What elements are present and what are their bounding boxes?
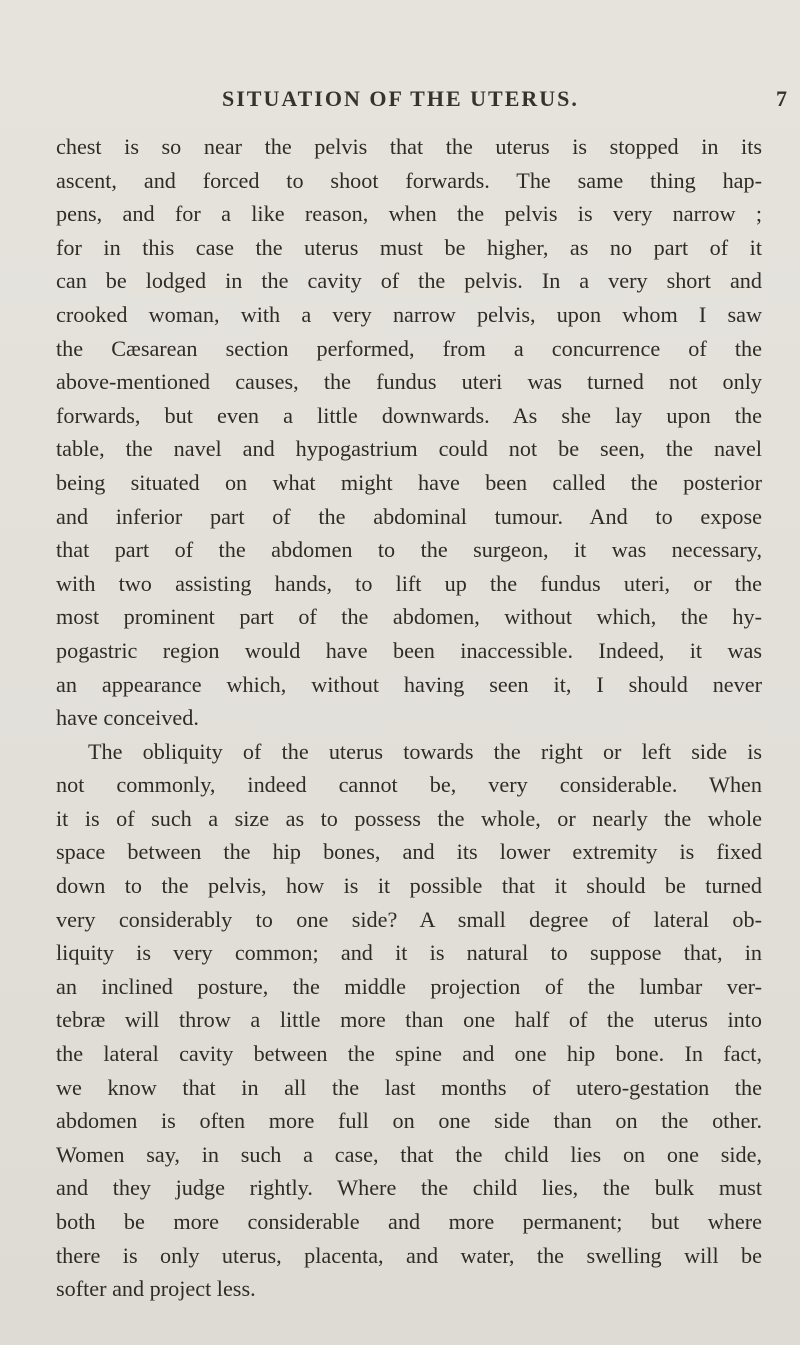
text-line: being situated on what might have been called the posterior — [56, 469, 762, 495]
text-line: down to the pelvis, how is it possible that it should be turned — [56, 873, 762, 899]
text-line: crooked woman, with a very narrow pelvis, upon whom I saw — [56, 301, 762, 327]
text-line: there is only uterus, placenta, and water, the swelling will be — [56, 1242, 762, 1268]
text-line: the lateral cavity between the spine and one hip bone. In fact, — [56, 1041, 762, 1067]
text-line: softer and project less. — [56, 1276, 256, 1302]
text-line: table, the navel and hypogastrium could not be seen, the navel — [56, 436, 762, 462]
text-line: most prominent part of the abdomen, without which, the hy- — [56, 604, 762, 630]
text-line: and inferior part of the abdominal tumour. And to expose — [56, 503, 762, 529]
text-line: ascent, and forced to shoot forwards. The same thing hap- — [56, 167, 762, 193]
text-line: can be lodged in the cavity of the pelvis. In a very short and — [56, 268, 762, 294]
text-line: tebræ will throw a little more than one half of the uterus into — [56, 1007, 762, 1033]
paragraph — [56, 735, 762, 1306]
text-line: it is of such a size as to possess the whole, or nearly the whole — [56, 805, 762, 831]
text-line: Women say, in such a case, that the child lies on one side, — [56, 1141, 762, 1167]
text-line: we know that in all the last months of utero-gestation the — [56, 1074, 762, 1100]
body-text — [56, 130, 762, 1306]
text-line: and they judge rightly. Where the child lies, the bulk must — [56, 1175, 762, 1201]
text-line: pogastric region would have been inaccessible. Indeed, it was — [56, 637, 762, 663]
text-line: with two assisting hands, to lift up the fundus uteri, or the — [56, 570, 762, 596]
text-line: an appearance which, without having seen it, I should never — [56, 671, 762, 697]
text-line: for in this case the uterus must be higher, as no part of it — [56, 234, 762, 260]
text-line: liquity is very common; and it is natural to suppose that, in — [56, 940, 762, 966]
text-line: both be more considerable and more permanent; but where — [56, 1209, 762, 1234]
running-head — [0, 86, 800, 116]
text-line: not commonly, indeed cannot be, very considerable. When — [56, 772, 762, 798]
text-line: forwards, but even a little downwards. As she lay upon the — [56, 402, 762, 428]
text-line: very considerably to one side? A small degree of lateral ob- — [56, 906, 762, 932]
page-number: 7 — [776, 86, 787, 111]
text-line: the Cæsarean section performed, from a concurrence of the — [56, 335, 762, 361]
text-line: have conceived. — [56, 705, 199, 731]
running-title: SITUATION OF THE UTERUS. — [222, 86, 579, 111]
text-line: The obliquity of the uterus towards the right or left side is — [88, 738, 762, 764]
paragraph — [56, 130, 762, 735]
text-line: space between the hip bones, and its lower extremity is fixed — [56, 839, 762, 865]
text-line: chest is so near the pelvis that the uterus is stopped in its — [56, 134, 762, 159]
text-line: that part of the abdomen to the surgeon, it was necessary, — [56, 537, 762, 563]
text-line: an inclined posture, the middle projection of the lumbar ver- — [56, 973, 762, 999]
text-line: pens, and for a like reason, when the pelvis is very narrow ; — [56, 201, 762, 227]
text-line: abdomen is often more full on one side than on the other. — [56, 1108, 762, 1134]
text-line: above-mentioned causes, the fundus uteri was turned not only — [56, 369, 762, 395]
